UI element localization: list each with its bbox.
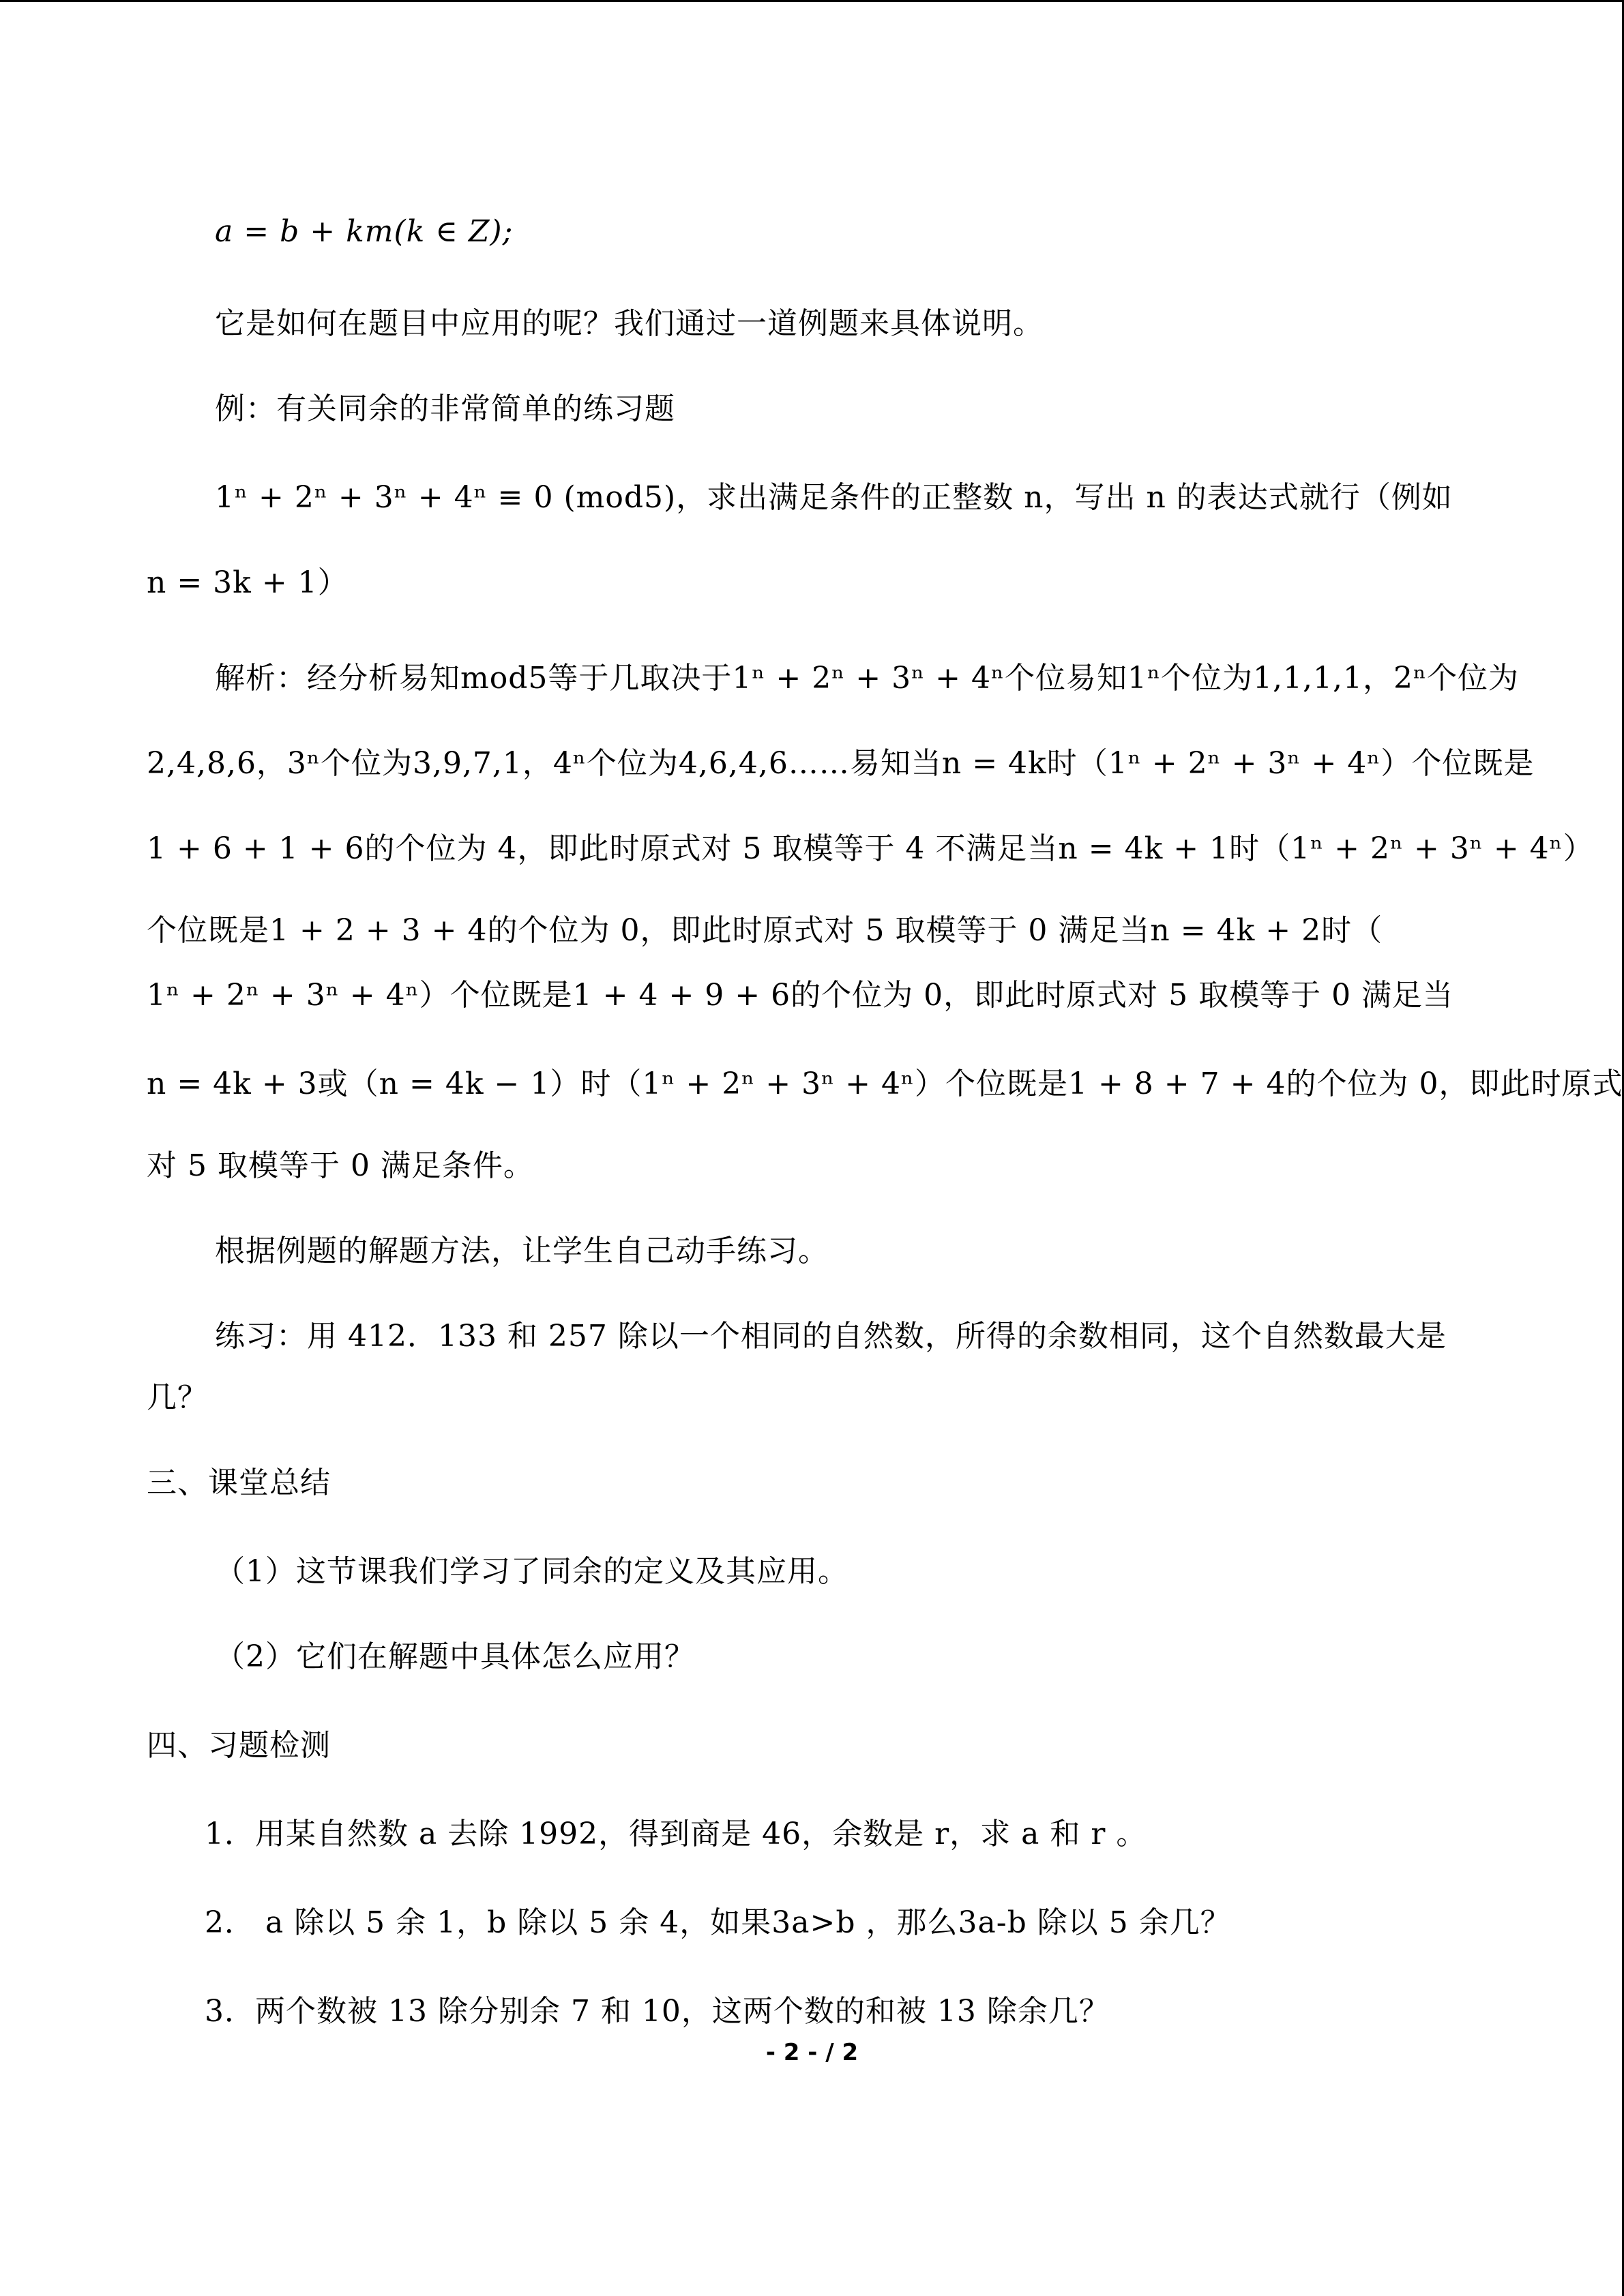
practice-question-cont: 几？ [147, 1380, 208, 1415]
solution-line-2: 2,4,8,6，3ⁿ个位为3,9,7,1，4ⁿ个位为4,6,4,6……易知当n = 4k时（1ⁿ + 2ⁿ + 3ⁿ + 4ⁿ）个位既是 [147, 746, 1535, 781]
solution-line-4: 个位既是1 + 2 + 3 + 4的个位为 0，即此时原式对 5 取模等于 0 满足当n = 4k + 2时（ [147, 913, 1383, 948]
exercise-3: 3．两个数被 13 除分别余 7 和 10，这两个数的和被 13 除余几？ [205, 1994, 1110, 2029]
solution-line-5: 1ⁿ + 2ⁿ + 3ⁿ + 4ⁿ）个位既是1 + 4 + 9 + 6的个位为 0，即此时原式对 5 取模等于 0 满足当 [147, 978, 1454, 1013]
section-heading-exercises: 四、习题检测 [147, 1728, 331, 1763]
practice-question: 练习：用 412．133 和 257 除以一个相同的自然数，所得的余数相同，这个自然数最大是 [215, 1319, 1447, 1354]
example-problem: 1ⁿ + 2ⁿ + 3ⁿ + 4ⁿ ≡ 0 (mod5)，求出满足条件的正整数 n，写出 n 的表达式就行（例如 [215, 480, 1453, 515]
solution-line-1: 解析：经分析易知mod5等于几取决于1ⁿ + 2ⁿ + 3ⁿ + 4ⁿ个位易知1ⁿ个位为1,1,1,1，2ⁿ个位为 [215, 661, 1520, 696]
example-problem-cont: n = 3k + 1） [147, 565, 349, 600]
solution-line-3: 1 + 6 + 1 + 6的个位为 4，即此时原式对 5 取模等于 4 不满足当n = 4k + 1时（1ⁿ + 2ⁿ + 3ⁿ + 4ⁿ） [147, 831, 1594, 866]
formula-congruence-definition: a = b + km(k ∈ Z); [215, 214, 514, 249]
section-heading-summary: 三、课堂总结 [147, 1465, 331, 1500]
exercise-1: 1．用某自然数 a 去除 1992，得到商是 46，余数是 r，求 a 和 r 。 [205, 1817, 1147, 1851]
solution-line-7: 对 5 取模等于 0 满足条件。 [147, 1148, 534, 1183]
summary-item-2: （2）它们在解题中具体怎么应用？ [215, 1639, 695, 1674]
solution-line-6: n = 4k + 3或（n = 4k − 1）时（1ⁿ + 2ⁿ + 3ⁿ + 4ⁿ）个位既是1 + 8 + 7 + 4的个位为 0，即此时原式 [147, 1067, 1623, 1101]
page-number: - 2 - / 2 [765, 2039, 859, 2066]
exercise-2: 2． a 除以 5 余 1，b 除以 5 余 4，如果3a>b ，那么3a-b 除以 5 余几？ [205, 1905, 1231, 1940]
summary-item-1: （1）这节课我们学习了同余的定义及其应用。 [215, 1554, 848, 1589]
example-title: 例：有关同余的非常简单的练习题 [215, 391, 675, 426]
paragraph-intro: 它是如何在题目中应用的呢？我们通过一道例题来具体说明。 [215, 306, 1044, 341]
practice-intro: 根据例题的解题方法，让学生自己动手练习。 [215, 1234, 829, 1268]
